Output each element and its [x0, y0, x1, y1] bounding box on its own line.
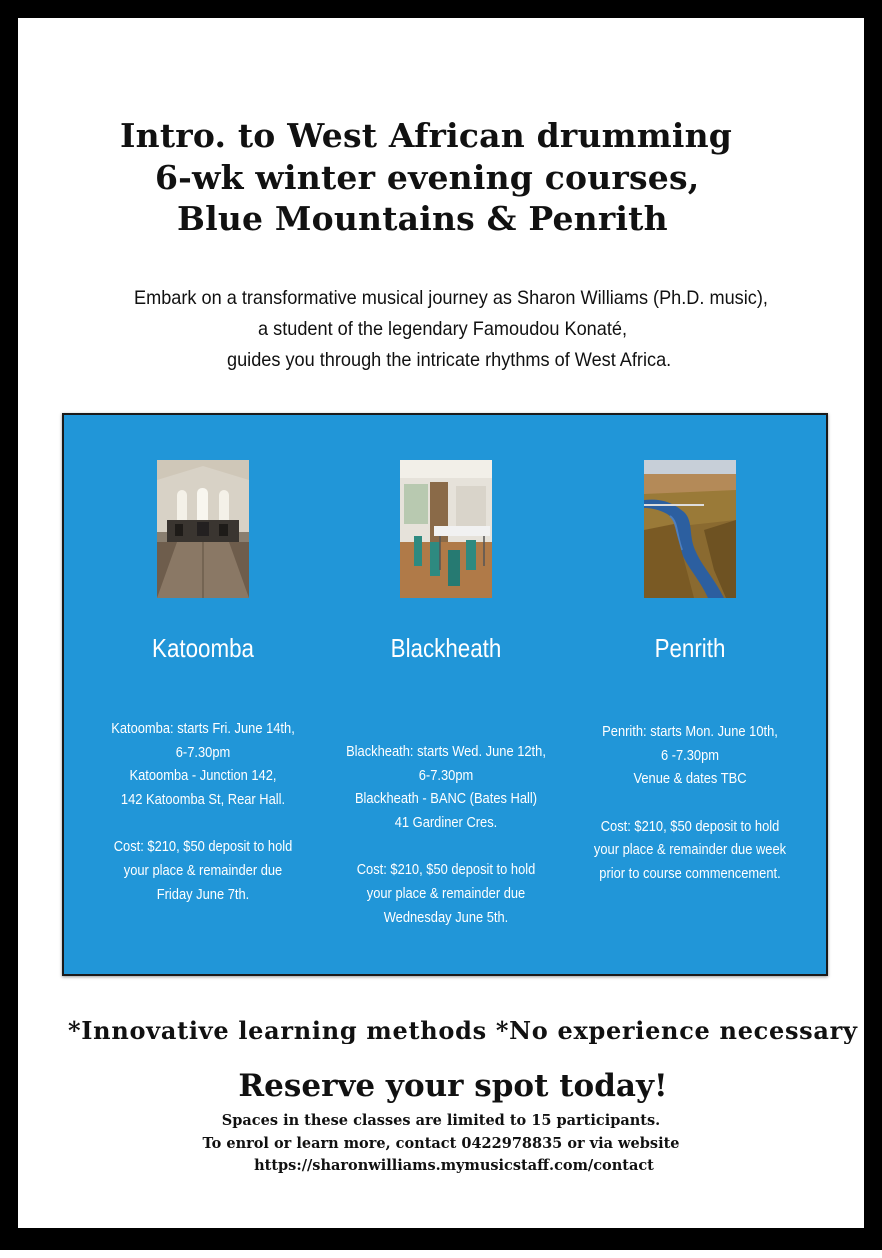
blackheath-schedule-3: Blackheath - BANC (Bates Hall): [354, 790, 538, 808]
participant-limit: Spaces in these classes are limited to 15 participants.: [221, 1112, 661, 1129]
title-line-2: 6-wk winter evening courses,: [155, 158, 700, 197]
location-details-penrith: [587, 720, 793, 886]
katoomba-cost-3: Friday June 7th.: [156, 885, 250, 903]
katoomba-schedule-2: 6-7.30pm: [175, 743, 231, 761]
location-name-blackheath: Blackheath: [390, 633, 502, 663]
blackheath-cost-3: Wednesday June 5th.: [383, 908, 509, 926]
contact-line: To enrol or learn more, contact 0422978835 or via website: [202, 1135, 680, 1152]
location-details-blackheath: [343, 740, 549, 929]
location-name-katoomba: Katoomba: [152, 633, 254, 663]
location-name-penrith: Penrith: [654, 633, 726, 663]
penrith-schedule-1: Penrith: starts Mon. June 10th,: [602, 723, 778, 740]
intro-line-1: Embark on a transformative musical journey as Sharon Williams (Ph.D. music),: [134, 287, 768, 309]
penrith-cost-2: your place & remainder due week: [593, 841, 787, 859]
website-link[interactable]: https://sharonwilliams.mymusicstaff.com/contact: [254, 1157, 654, 1174]
features-line: *Innovative learning methods *No experience necessary: [68, 1016, 858, 1044]
blackheath-schedule-2: 6-7.30pm: [418, 766, 474, 784]
intro-line-2: a student of the legendary Famoudou Konaté,: [258, 318, 628, 340]
katoomba-cost-1: Cost: $210, $50 deposit to hold: [113, 838, 293, 856]
hall-stage-photo: [157, 460, 249, 598]
reserve-heading: Reserve your spot today!: [238, 1068, 668, 1104]
title-line-1: Intro. to West African drumming: [120, 116, 733, 155]
river-aerial-photo: [644, 460, 736, 598]
blackheath-schedule-4: 41 Gardiner Cres.: [394, 813, 498, 831]
penrith-cost-3: prior to course commencement.: [599, 864, 781, 882]
katoomba-schedule-1: Katoomba: starts Fri. June 14th,: [111, 720, 295, 737]
penrith-cost-1: Cost: $210, $50 deposit to hold: [600, 817, 780, 835]
blackheath-schedule-1: Blackheath: starts Wed. June 12th,: [346, 743, 546, 760]
blackheath-cost-2: your place & remainder due: [366, 884, 526, 902]
penrith-schedule-3: Venue & dates TBC: [633, 770, 747, 788]
katoomba-schedule-4: 142 Katoomba St, Rear Hall.: [120, 790, 286, 808]
meeting-room-photo: [400, 460, 492, 598]
katoomba-cost-2: your place & remainder due: [123, 861, 283, 879]
blackheath-cost-1: Cost: $210, $50 deposit to hold: [356, 861, 536, 879]
title-line-3: Blue Mountains & Penrith: [177, 199, 668, 238]
locations-panel: [62, 413, 828, 976]
katoomba-schedule-3: Katoomba - Junction 142,: [129, 767, 277, 785]
penrith-schedule-2: 6 -7.30pm: [660, 746, 720, 764]
location-details-katoomba: [100, 717, 306, 906]
intro-line-3: guides you through the intricate rhythms of West Africa.: [227, 349, 672, 371]
